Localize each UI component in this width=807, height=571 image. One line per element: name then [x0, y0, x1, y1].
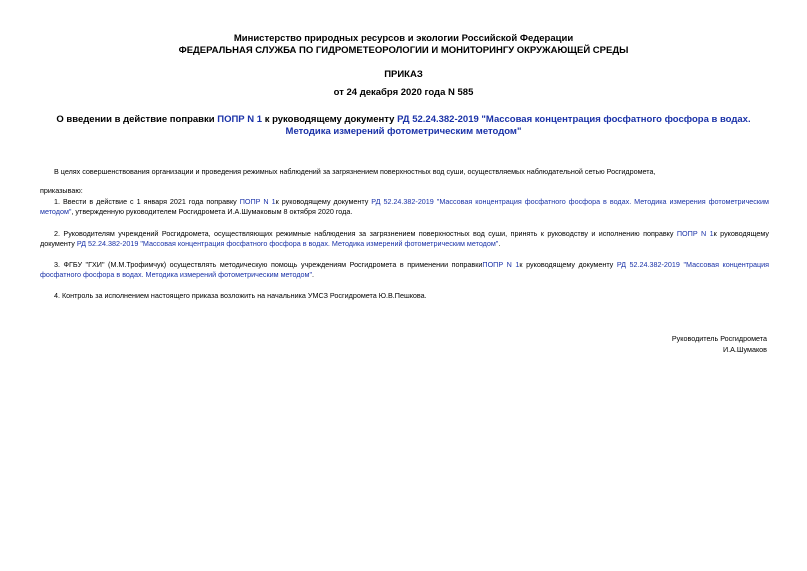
ministry-heading: Министерство природных ресурсов и экологии Российской Федерации	[233, 33, 574, 44]
item2-text-after: .	[498, 239, 501, 248]
order-date-number: от 24 декабря 2020 года N 585	[333, 87, 474, 98]
order-item-3	[40, 260, 769, 280]
item1-rd-link[interactable]: РД 52.24.382-2019 "Массовая концентрация фосфатного фосфора в водах. Методика измерения фотометрическим методом"	[40, 197, 770, 216]
signatory-position: Руководитель Росгидромета	[671, 334, 767, 343]
item3-text-before: 3. ФГБУ "ГХИ" (М.М.Трофимчук) осуществлять методическую помощь учреждениям Росгидромета в применении поправки	[54, 260, 483, 269]
item2-rd-link[interactable]: РД 52.24.382-2019 "Массовая концентрация фосфатного фосфора в водах. Методика измерений фотометрическим методом"	[76, 239, 499, 248]
item2-amendment-link[interactable]: ПОПР N 1	[676, 229, 714, 238]
title-middle: к руководящему документу	[262, 114, 398, 125]
item2-text-middle: к руководящему документу	[40, 229, 770, 248]
title-amendment-link[interactable]: ПОПР N 1	[217, 114, 263, 125]
order-word: приказываю:	[40, 186, 83, 195]
item1-text-after: , утвержденную руководителем Росгидромета И.А.Шумаковым 8 октября 2020 года.	[71, 207, 353, 216]
item2-text-before: 2. Руководителям учреждений Росгидромета, осуществляющих режимные наблюдения за загрязнением поверхностных вод суши, принять к руководству и исполнению поправку	[54, 229, 677, 238]
item1-amendment-link[interactable]: ПОПР N 1	[239, 197, 276, 206]
order-item-4: 4. Контроль за исполнением настоящего приказа возложить на начальника УМСЗ Росгидромета Ю.В.Пешкова.	[54, 291, 427, 300]
item3-rd-link[interactable]: РД 52.24.382-2019 "Массовая концентрация фосфатного фосфора в водах. Методика измерений фотометрическим методом"	[40, 260, 770, 279]
preamble-text: В целях совершенствования организации и проведения режимных наблюдений за загрязнением поверхностных вод суши, осуществляемых наблюдательной сетью Росгидромета,	[54, 167, 656, 176]
service-heading: ФЕДЕРАЛЬНАЯ СЛУЖБА ПО ГИДРОМЕТЕОРОЛОГИИ И МОНИТОРИНГУ ОКРУЖАЮЩЕЙ СРЕДЫ	[178, 45, 629, 56]
item1-text-middle: к руководящему документу	[275, 197, 372, 206]
document-title	[40, 114, 767, 138]
order-type-heading: ПРИКАЗ	[384, 69, 423, 80]
order-item-2	[40, 229, 769, 249]
title-rd-link[interactable]: РД 52.24.382-2019 "Массовая концентрация фосфатного фосфора в водах. Методика измерений фотометрическим методом"	[285, 114, 751, 137]
item3-amendment-link[interactable]: ПОПР N 1	[482, 260, 520, 269]
title-prefix: О введении в действие поправки	[56, 114, 218, 125]
item3-text-middle: к руководящему документу	[519, 260, 617, 269]
item3-text-after: .	[312, 270, 315, 279]
signatory-name: И.А.Шумаков	[722, 345, 767, 354]
item1-text-before: 1. Ввести в действие с 1 января 2021 года поправку	[54, 197, 240, 206]
order-item-1	[40, 197, 769, 217]
